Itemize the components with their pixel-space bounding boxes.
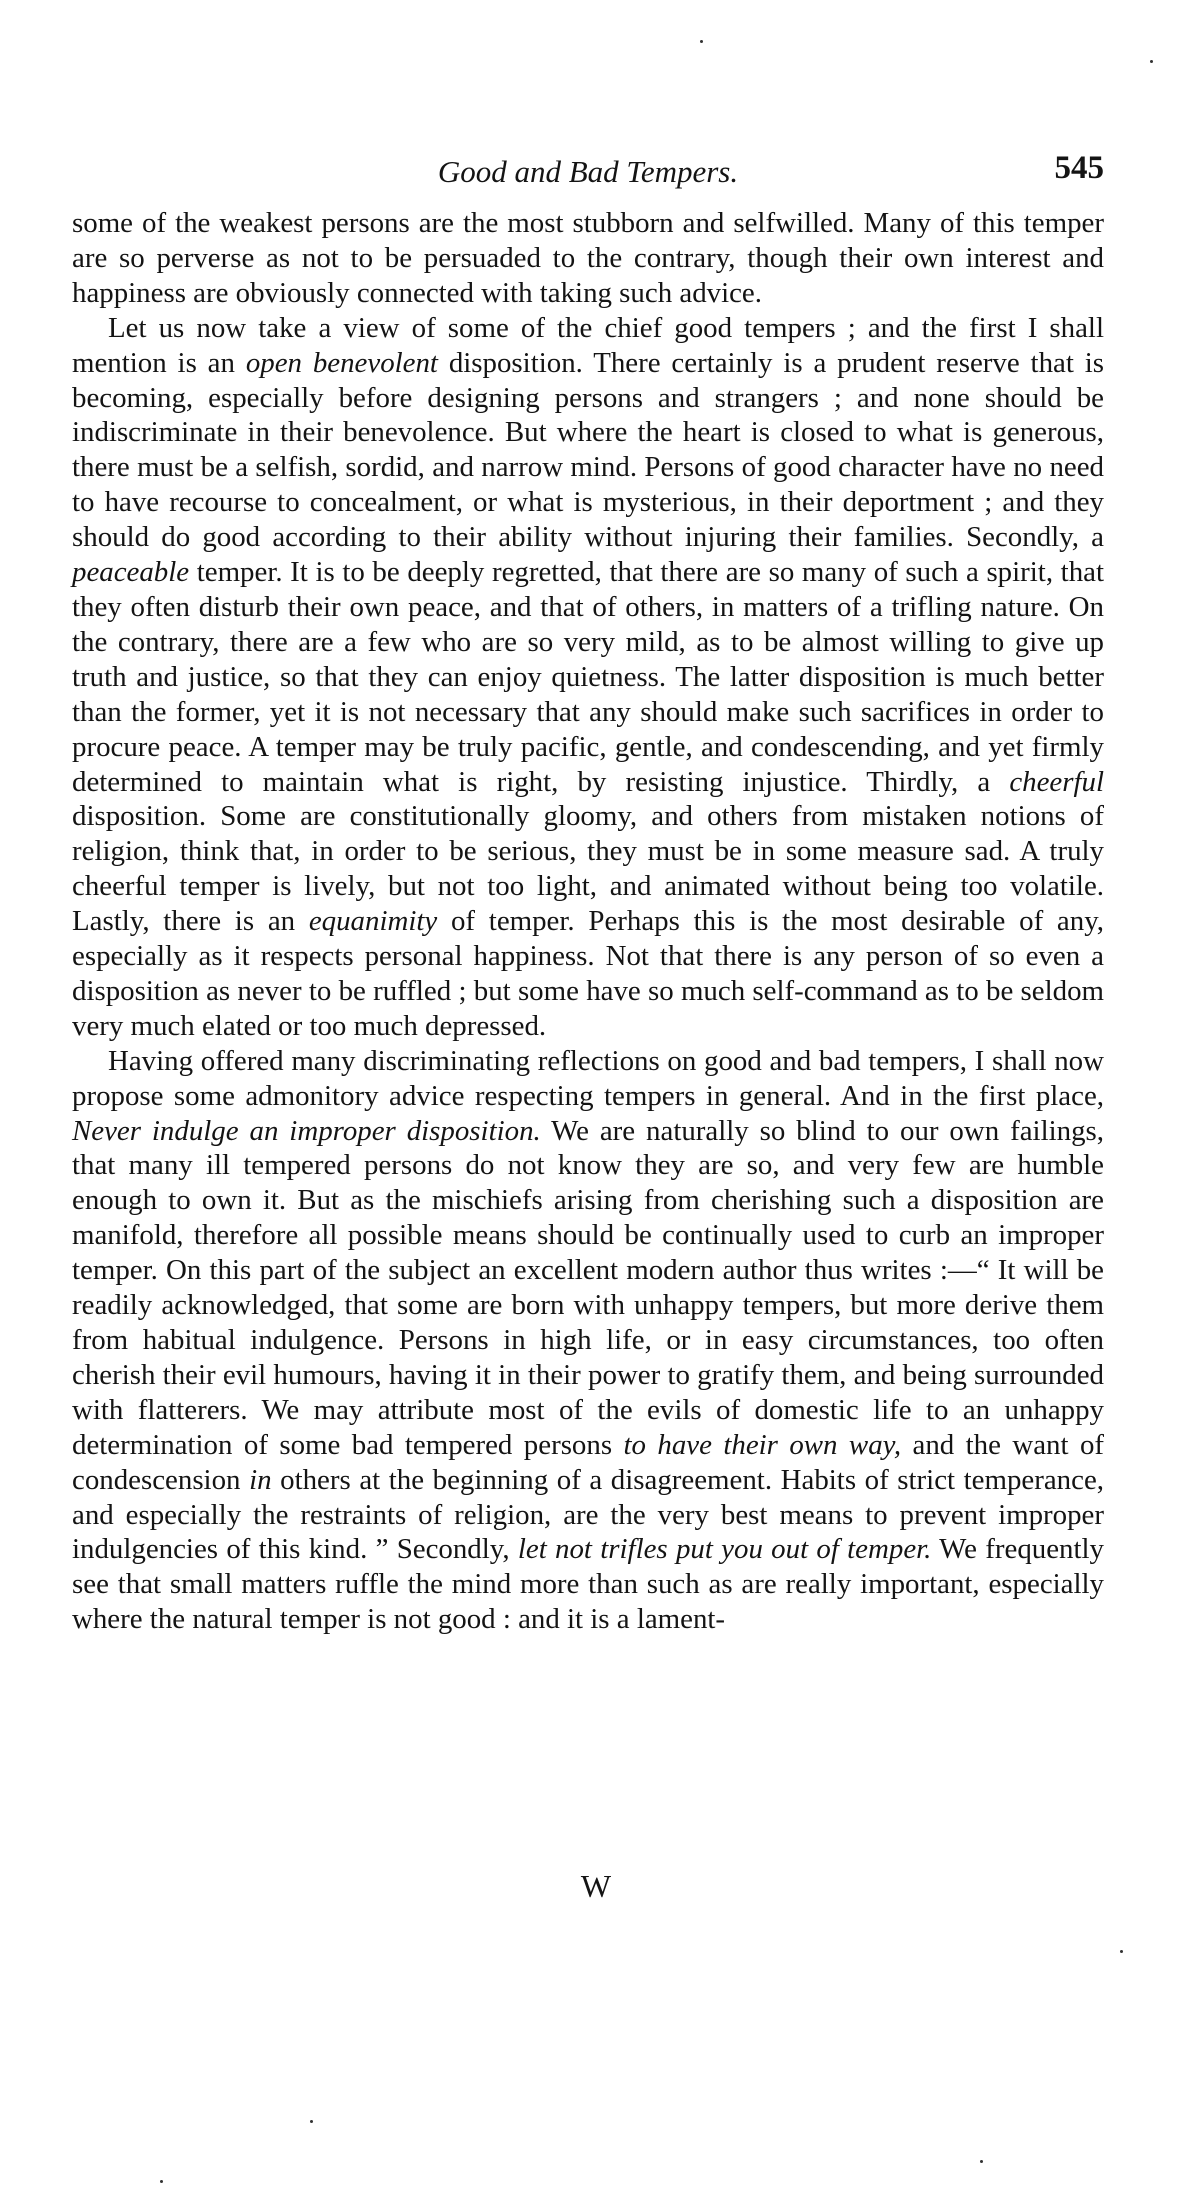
page-header: [72, 150, 1104, 206]
italic-phrase: Never indulge an improper disposition.: [72, 1114, 541, 1147]
paragraph-1: [72, 206, 1104, 311]
text-run: Having offered many discriminating reflections on good and bad tempers, I shall now propose some admonitory advice respecting tempers in general. And in the first place,: [72, 1044, 1104, 1112]
text-run: disposition. There certainly is a prudent reserve that is becoming, especially before designing persons and strangers ; and none should be indiscriminate in their benevolence. But where the heart is closed to what is generous, there must be a selfish, sordid, and narrow mind. Persons of good character have no need to have recourse to concealment, or what is mysterious, in their deportment ; and they should do good according to their ability without injuring their families. Secondly, a: [72, 346, 1104, 554]
italic-phrase: peaceable: [72, 556, 190, 589]
italic-phrase: in: [249, 1463, 272, 1496]
text-run: Let us now take a view of some of the chief good tempers ; and the first I shall mention is an: [72, 311, 1104, 379]
paragraph-3: [72, 1044, 1104, 1637]
signature-mark: W: [580, 1868, 612, 1904]
paragraph-2: [72, 311, 1104, 1044]
text-run: We are naturally so blind to our own failings, that many ill tempered persons do not know they are so, and very few are humble enough to own it. But as the mischiefs arising from cherishing such a disposition are manifold, therefore all possible means should be continually used to curb an improper temper. On this part of the subject an excellent modern author thus writes :—“ It will be readily acknowledged, that some are born with unhappy tempers, but more derive them from habitual indulgence. Persons in high life, or in easy circumstances, too often cherish their evil humours, having it in their power to gratify them, and being surrounded with flatterers. We may attribute most of the evils of domestic life to an unhappy determination of some bad tempered persons: [72, 1114, 1104, 1461]
running-title: Good and Bad Tempers.: [437, 154, 739, 189]
book-page: [72, 150, 1104, 1637]
text-run: We frequently see that small matters ruffle the mind more than such as are really important, especially where the natural temper is not good : and it is a lament-: [72, 1533, 1104, 1636]
italic-phrase: equanimity: [308, 905, 438, 938]
body-text: [72, 206, 1104, 1637]
italic-phrase: cheerful: [1009, 765, 1104, 798]
italic-phrase: to have their own way,: [623, 1428, 902, 1461]
italic-phrase: let not trifles put you out of temper.: [517, 1533, 932, 1566]
text-run: temper. It is to be deeply regretted, that there are so many of such a spirit, that they often disturb their own peace, and that of others, in matters of a trifling nature. On the contrary, there are a few who are so very mild, as to be almost willing to give up truth and justice, so that they can enjoy quietness. The latter disposition is much better than the former, yet it is not necessary that any should make such sacrifices in order to procure peace. A temper may be truly pacific, gentle, and condescending, and yet firmly determined to maintain what is right, by resisting injustice. Thirdly, a: [72, 556, 1104, 798]
text-run: and the want of condescension: [72, 1428, 1105, 1496]
text-run: disposition. Some are constitutionally gloomy, and others from mistaken notions of religion, think that, in order to be serious, they must be in some measure sad. A truly cheerful temper is lively, but not too light, and animated without being too volatile. Lastly, there is an: [72, 800, 1104, 938]
text-run: others at the beginning of a disagreement. Habits of strict temperance, and especially the restraints of religion, are the very best means to prevent improper indulgencies of this kind. ” Secondly,: [72, 1463, 1104, 1566]
text-run: of temper. Perhaps this is the most desirable of any, especially as it respects personal happiness. Not that there is any person of so even a disposition as never to be ruffled ; but some have so much self-command as to be seldom very much elated or too much depressed.: [72, 905, 1104, 1042]
italic-phrase: open benevolent: [245, 346, 438, 379]
text-run: some of the weakest persons are the most stubborn and selfwilled. Many of this temper are so perverse as not to be persuaded to the contrary, though their own interest and happiness are obviously connected with taking such advice.: [72, 207, 1104, 309]
page-number: 545: [1054, 150, 1104, 186]
